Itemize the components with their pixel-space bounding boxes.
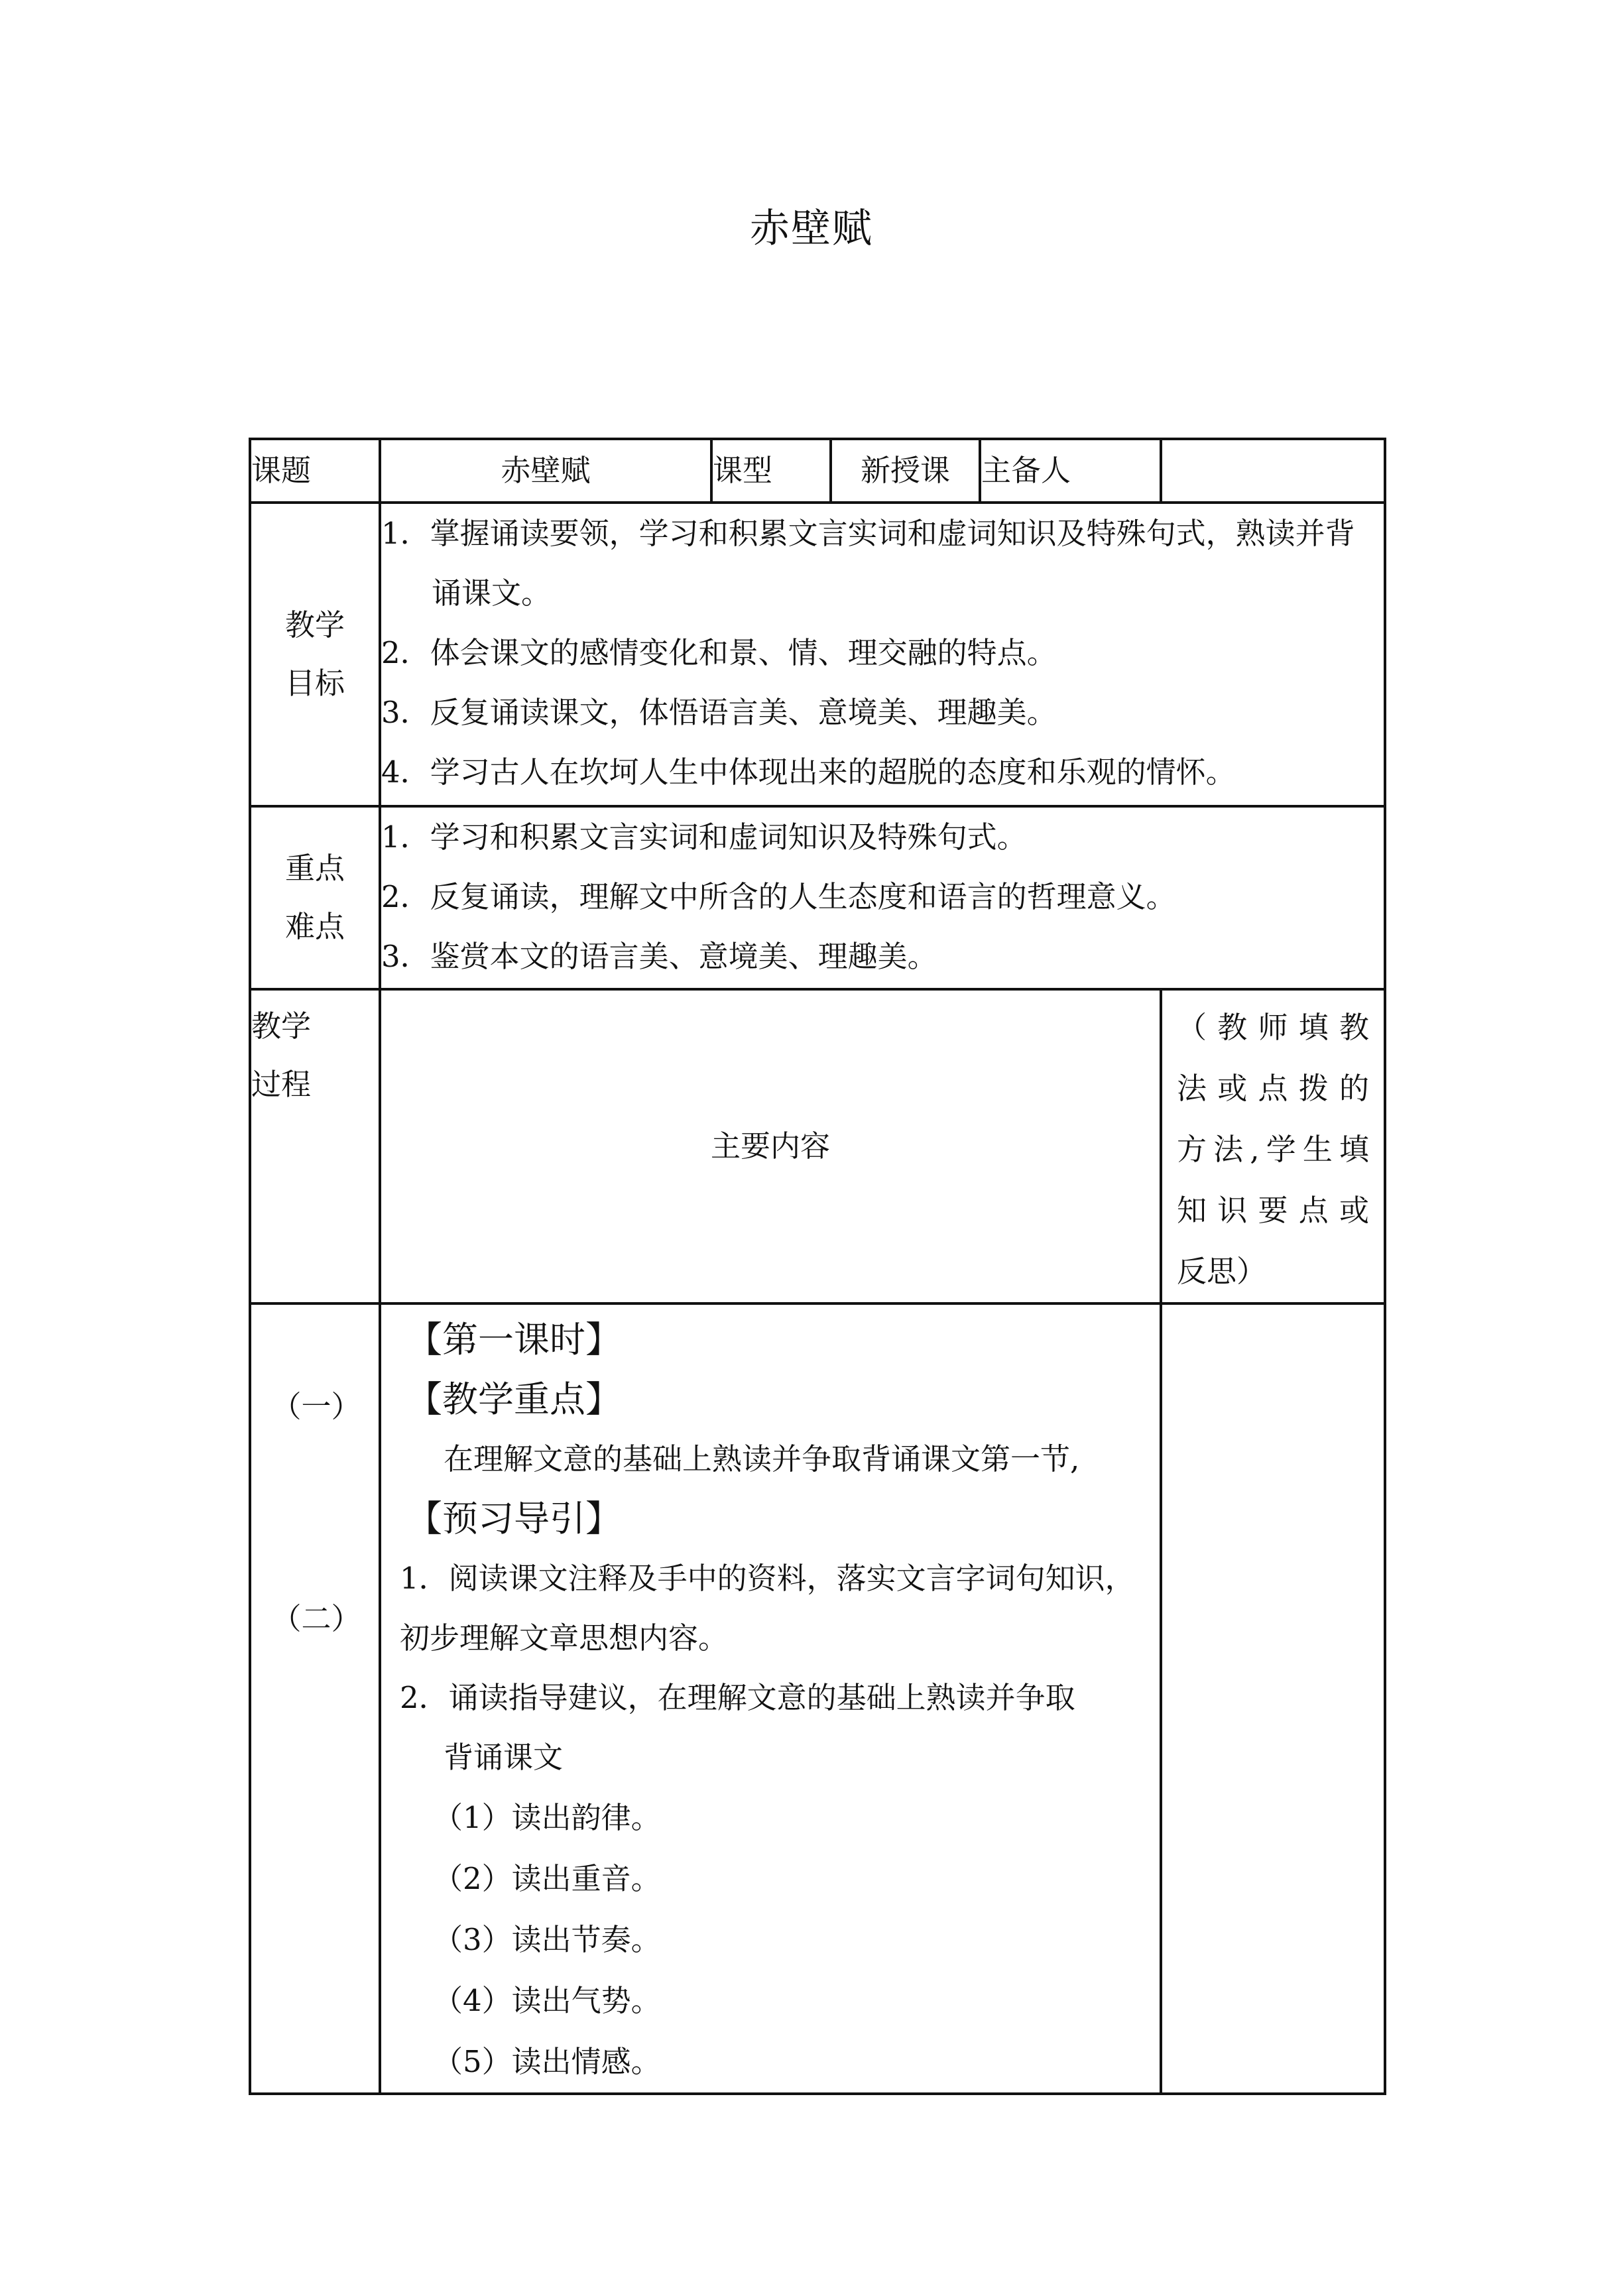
- key-points-label-line2: 难点: [284, 909, 345, 944]
- type-value: 新授课: [831, 439, 980, 503]
- list-item: （1）读出韵律。: [433, 1800, 661, 1835]
- main-content-heading: 主要内容: [380, 989, 1161, 1303]
- process-row: [250, 989, 1385, 1303]
- process-label-line1: 教学: [251, 1008, 312, 1044]
- section-markers: [250, 1303, 380, 2094]
- teacher-note-line: 反思）: [1177, 1254, 1267, 1289]
- body-note-cell: [1161, 1303, 1385, 2094]
- list-item: 1．掌握诵读要领，学习和积累文言实词和虚词知识及特殊句式，熟读并背诵课文。: [381, 516, 1355, 611]
- section-marker-1: （一）: [271, 1389, 361, 1424]
- key-points-label-line1: 重点: [284, 851, 345, 886]
- lesson-heading: 【第一课时】: [406, 1319, 621, 1360]
- section-marker-2: （二）: [271, 1601, 361, 1636]
- topic-value: 赤壁赋: [380, 439, 711, 503]
- process-label: [250, 989, 380, 1303]
- focus-heading: 【教学重点】: [406, 1378, 621, 1420]
- key-points-row: [250, 806, 1385, 989]
- objectives-list: [380, 503, 1385, 806]
- list-item: 2．体会课文的感情变化和景、情、理交融的特点。: [381, 635, 1057, 670]
- list-item: （2）读出重音。: [433, 1861, 661, 1896]
- preparer-value: [1161, 439, 1385, 503]
- teacher-note-line: 方法,学生填: [1177, 1132, 1369, 1167]
- preview-heading: 【预习导引】: [406, 1498, 621, 1540]
- teacher-note: [1161, 989, 1385, 1303]
- topic-label: 课题: [250, 439, 380, 503]
- list-item: 1．学习和积累文言实词和虚词知识及特殊句式。: [381, 819, 1027, 855]
- teacher-note-line: 知识要点或: [1177, 1193, 1369, 1228]
- list-item: 3．鉴赏本文的语言美、意境美、理趣美。: [381, 939, 937, 974]
- step-2-line-2: 背诵课文: [444, 1740, 564, 1775]
- list-item: 4．学习古人在坎坷人生中体现出来的超脱的态度和乐观的情怀。: [381, 755, 1236, 790]
- process-label-line2: 过程: [251, 1067, 312, 1102]
- list-item: （3）读出节奏。: [433, 1922, 661, 1957]
- objectives-label-line1: 教学: [284, 607, 345, 642]
- focus-text: 在理解文意的基础上熟读并争取背诵课文第一节,: [444, 1441, 1080, 1477]
- teacher-note-line: 法或点拨的: [1177, 1071, 1369, 1106]
- body-row: [250, 1303, 1385, 2094]
- key-points-list: [380, 806, 1385, 989]
- list-item: （4）读出气势。: [433, 1983, 661, 2018]
- teacher-note-line: （教师填教: [1177, 1010, 1369, 1045]
- lesson-body: [380, 1303, 1161, 2094]
- preparer-label: 主备人: [980, 439, 1161, 503]
- page-title: 赤壁赋: [750, 206, 873, 252]
- objectives-label: [250, 503, 380, 806]
- lesson-plan-table: [249, 438, 1386, 2095]
- list-item: （5）读出情感。: [433, 2044, 661, 2079]
- type-label: 课型: [711, 439, 831, 503]
- list-item: 2．反复诵读，理解文中所含的人生态度和语言的哲理意义。: [381, 879, 1176, 914]
- step-1: 1．阅读课文注释及手中的资料，落实文言字词句知识，初步理解文章思想内容。: [400, 1561, 1135, 1656]
- objectives-row: [250, 503, 1385, 806]
- step-2-line-1: 2．诵读指导建议，在理解文意的基础上熟读并争取: [400, 1680, 1075, 1715]
- key-points-label: [250, 806, 380, 989]
- teacher-note-text: [1162, 991, 1384, 1302]
- objectives-label-line2: 目标: [284, 666, 345, 701]
- list-item: 3．反复诵读课文，体悟语言美、意境美、理趣美。: [381, 695, 1057, 730]
- header-row: [250, 439, 1385, 503]
